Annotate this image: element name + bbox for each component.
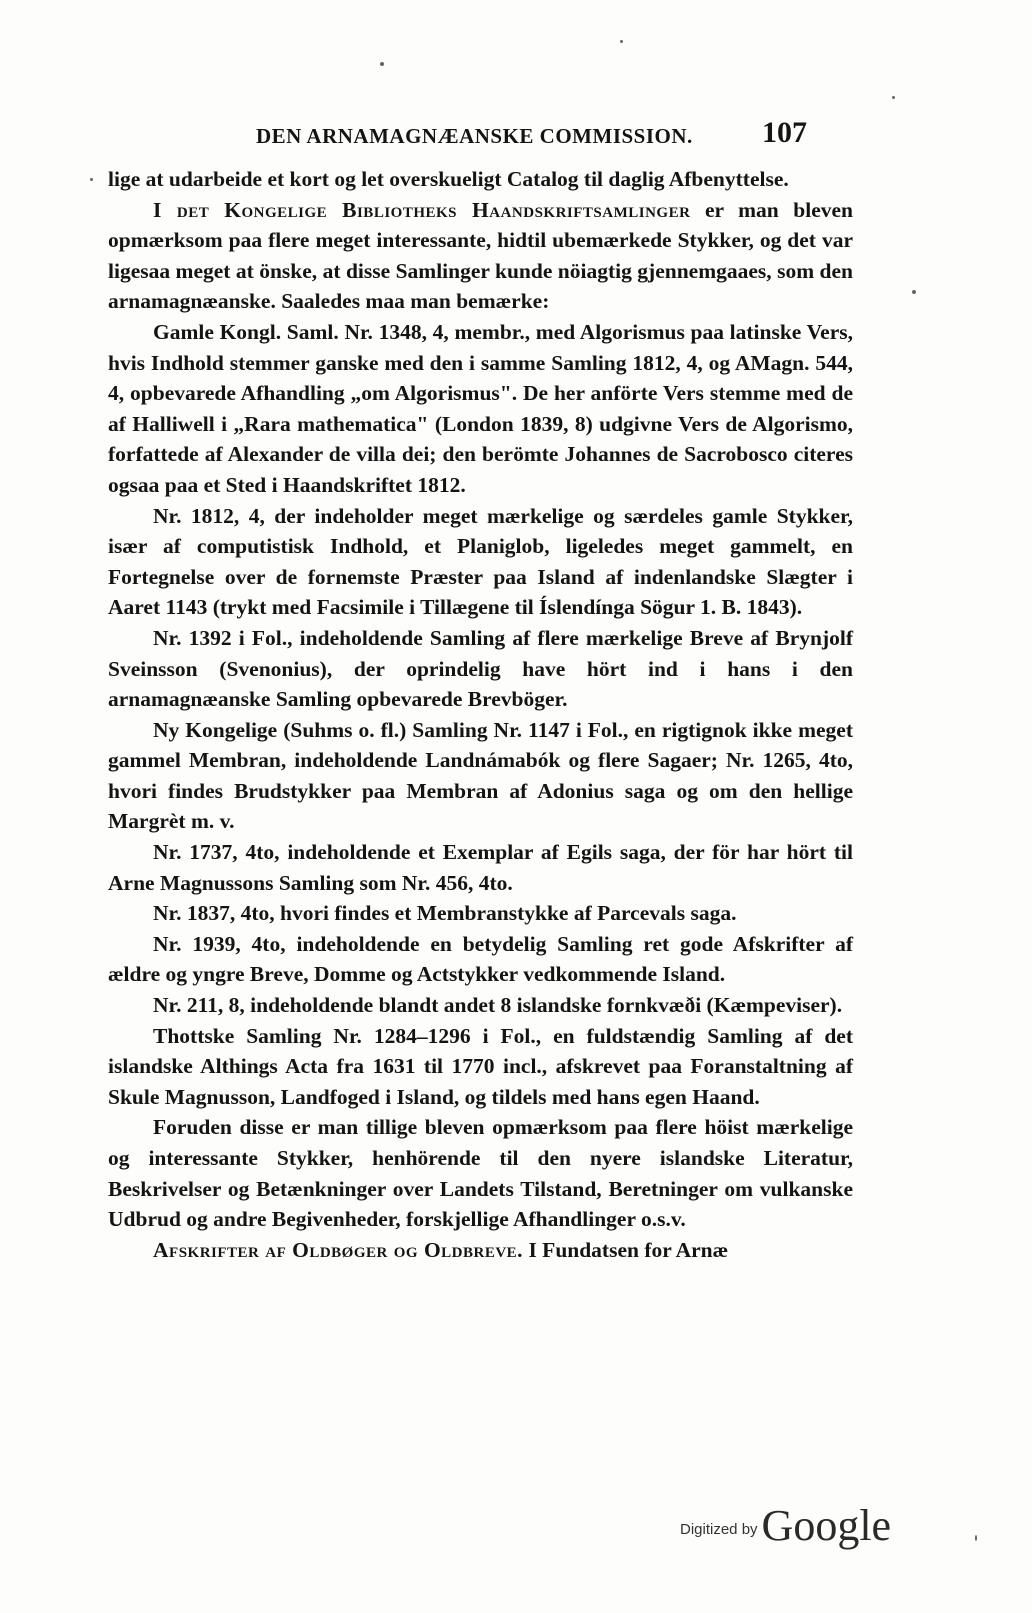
paragraph-nr-1939: Nr. 1939, 4to, indeholdende en betydelig Samling ret gode Afskrifter af ældre og yngre Breve, Domme og Actstykker vedkommende Island.	[108, 931, 853, 987]
running-head: DEN ARNAMAGNÆANSKE COMMISSION.	[256, 124, 693, 148]
scan-speck	[892, 96, 895, 99]
book-page	[108, 118, 853, 1598]
page-header	[108, 118, 853, 164]
scan-speck	[620, 40, 623, 43]
paragraph-foruden: Foruden disse er man tillige bleven opmærksom paa flere höist mærkelige og interessante Stykker, henhörende til den nyere islandske Literatur, Beskrivelser og Betænkninger over Landets Tilstand, Beretninger om vulkanske Udbrud og andre Begivenheder, forskjellige Afhandlinger o.s.v.	[108, 1115, 853, 1232]
paragraph-nr-1812: Nr. 1812, 4, der indeholder meget mærkelige og særdeles gamle Stykker, især af computistisk Indhold, et Planiglob, ligeledes meget gammelt, en Fortegnelse over de fornemste Præster paa Island af indenlandske Slægter i Aaret 1143 (trykt med Facsimile i Tillægene til Íslendínga Sögur 1. B. 1843).	[108, 503, 853, 620]
paragraph-nr-1392: Nr. 1392 i Fol., indeholdende Samling af flere mærkelige Breve af Brynjolf Sveinsson (Svenonius), der oprindelig have hört ind i hans i den arnamagnæanske Samling opbevarede Brevböger.	[108, 625, 853, 712]
google-logo: Google	[761, 1501, 892, 1550]
paragraph-nr-1837: Nr. 1837, 4to, hvori findes et Membranstykke af Parcevals saga.	[153, 901, 737, 926]
paragraph-afskrifter	[108, 1235, 853, 1266]
scan-speck	[90, 178, 93, 181]
section-heading-royal-library: I det Kongelige Bibliotheks Haandskriftsamlinger	[153, 197, 691, 222]
paragraph-continuation: lige at udarbeide et kort og let overskueligt Catalog til daglig Afbenyttelse.	[108, 167, 789, 191]
paragraph-royal-library-text: er man bleven opmærksom paa flere meget interessante, hidtil ubemærkede Stykker, og det var ligesaa meget at önske, at disse Samlinger kunde nöiagtig gjennemgaaes, som den arnamagnæanske. Saaledes maa man bemærke:	[108, 197, 853, 314]
section-heading-afskrifter: Afskrifter af Oldbøger og Oldbreve.	[153, 1237, 524, 1262]
paragraph-nr-211: Nr. 211, 8, indeholdende blandt andet 8 islandske fornkvæði (Kæmpeviser).	[153, 993, 843, 1018]
body-text	[108, 164, 853, 1265]
scan-speck	[975, 1535, 977, 1541]
paragraph-royal-library	[108, 195, 853, 317]
paragraph-afskrifter-text: I Fundatsen for Arnæ	[523, 1237, 729, 1262]
page-number: 107	[762, 116, 807, 149]
scan-speck	[912, 290, 916, 294]
digitized-by-google-watermark	[680, 1500, 891, 1551]
paragraph-ny-kongelige: Ny Kongelige (Suhms o. fl.) Samling Nr. 1147 i Fol., en rigtignok ikke meget gammel Membran, indeholdende Landnámabók og flere Sagaer; Nr. 1265, 4to, hvori findes Brudstykker paa Membran af Adonius saga og om den hellige Margrèt m. v.	[108, 717, 853, 834]
paragraph-thottske: Thottske Samling Nr. 1284–1296 i Fol., en fuldstændig Samling af det islandske Althings Acta fra 1631 til 1770 incl., afskrevet paa Foranstaltning af Skule Magnusson, Landfoged i Island, og tildels med hans egen Haand.	[108, 1023, 853, 1109]
scan-speck	[380, 62, 384, 66]
paragraph-gamle-kongl-saml: Gamle Kongl. Saml. Nr. 1348, 4, membr., med Algorismus paa latinske Vers, hvis Indhold stemmer ganske med den i samme Samling 1812, 4, og AMagn. 544, 4, opbevarede Afhandling „om Algorismus". De her anförte Vers stemme med de af Halliwell i „Rara mathematica" (London 1839, 8) udgivne Vers de Algorismo, forfattede af Alexander de villa dei; den berömte Johannes de Sacrobosco citeres ogsaa paa et Sted i Haandskriftet 1812.	[108, 319, 853, 497]
paragraph-nr-1737: Nr. 1737, 4to, indeholdende et Exemplar af Egils saga, der för har hört til Arne Magnussons Samling som Nr. 456, 4to.	[108, 840, 853, 895]
digitized-by-label: Digitized by	[680, 1521, 758, 1538]
